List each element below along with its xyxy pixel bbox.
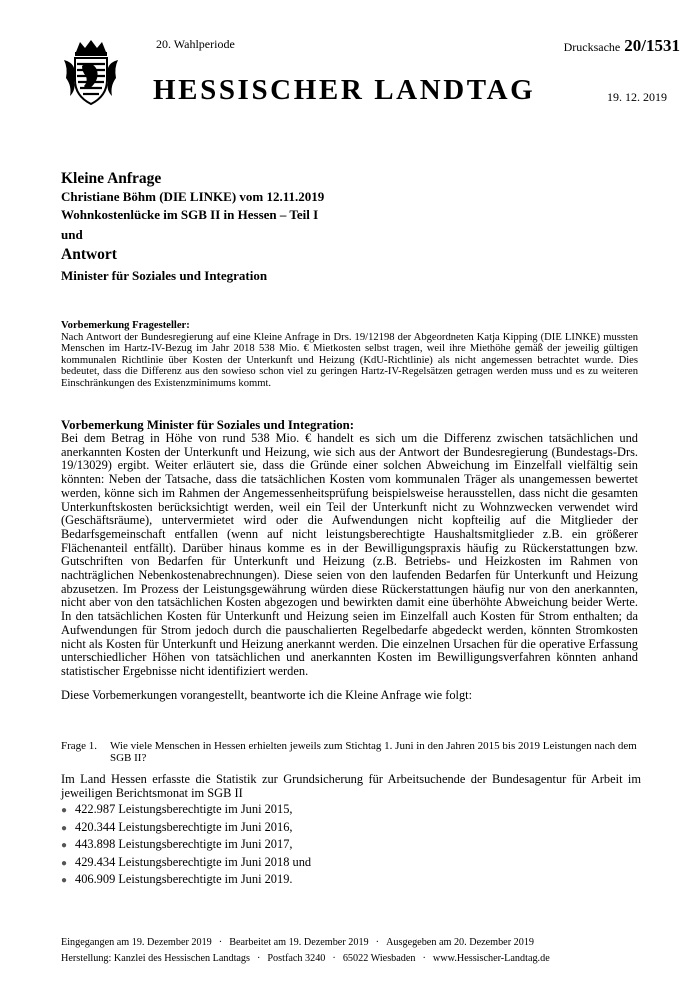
vorbemerkung-fragesteller: [61, 320, 638, 390]
antwort-heading: Antwort: [61, 246, 117, 263]
list-item: ● 406.909 Leistungsberechtigte im Juni 2019.: [61, 871, 311, 889]
list-item: ● 420.344 Leistungsberechtigte im Juni 2016,: [61, 819, 311, 837]
drucksache-label: Drucksache: [563, 40, 621, 54]
answer-1-list: [61, 801, 311, 889]
footer-bearbeitet: Bearbeitet am 19. Dezember 2019: [229, 937, 369, 948]
frage-1-label: Frage 1.: [61, 740, 98, 752]
footer-ort: 65022 Wiesbaden: [342, 953, 416, 964]
list-item: ● 443.898 Leistungsberechtigte im Juni 2017,: [61, 836, 311, 854]
hessen-crest-icon: [62, 38, 120, 106]
ministry-line: Minister für Soziales und Integration: [61, 268, 268, 283]
vorbemerkung-fragesteller-text: Nach Antwort der Bundesregierung auf eine Kleine Anfrage in Drs. 19/12198 der Abgeordneten Katja Kipping (DIE LINKE) mussten Menschen im Hartz-IV-Bezug im Jahr 2018 538 Mio. € Mietkosten selbst tragen, weil ihre Miethöhe gemäß der jeweilig gültigen kommunalen Richtlinie über Kosten der Unterkunft und Heizung (KdU-Richtlinie) als nicht angemessen betrachtet wurde. Dies bedeutet, dass die Differenz aus den sowieso schon viel zu geringen Hartz-IV-Regelsätzen getragen werden muss und es zu weiteren Einschränkungen des Existenzminimums kommt.: [61, 331, 638, 389]
footer-website-link[interactable]: www.Hessischer-Landtag.de: [432, 953, 550, 964]
footer-separator: ·: [218, 937, 223, 948]
subject-line: Wohnkostenlücke im SGB II in Hessen – Teil I: [61, 207, 319, 222]
footer-separator: ·: [332, 953, 336, 964]
drucksache-number: 20/1531: [624, 36, 680, 55]
heading-block: [61, 169, 324, 285]
bullet-icon: ●: [61, 840, 68, 852]
list-item: ● 429.434 Leistungsberechtigte im Juni 2018 und: [61, 854, 311, 872]
list-item: ● 422.987 Leistungsberechtigte im Juni 2015,: [61, 801, 311, 819]
bullet-icon: ●: [61, 875, 68, 887]
vorbemerkung-minister: [61, 418, 638, 702]
footer-eingegangen: Eingegangen am 19. Dezember 2019: [61, 937, 212, 948]
answer-1-intro: Im Land Hessen erfasste die Statistik zur Grundsicherung für Arbeitsuchende der Bundesagentur für Arbeit im jeweiligen Berichtsmonat im SGB II: [61, 772, 641, 800]
vorbemerkung-closing: Diese Vorbemerkungen vorangestellt, beantworte ich die Kleine Anfrage wie folgt:: [61, 687, 473, 702]
bullet-icon: ●: [61, 857, 68, 869]
frage-1: [61, 740, 641, 764]
document-title: HESSISCHER LANDTAG: [153, 74, 536, 106]
footer-ausgegeben: Ausgegeben am 20. Dezember 2019: [386, 937, 535, 948]
footer-postfach: Postfach 3240: [267, 953, 326, 964]
wahlperiode: 20. Wahlperiode: [156, 37, 235, 51]
footer-separator: ·: [422, 953, 426, 964]
vorbemerkung-minister-heading: Vorbemerkung Minister für Soziales und Integration:: [61, 418, 355, 432]
frage-1-text: Wie viele Menschen in Hessen erhielten jeweils zum Stichtag 1. Juni in den Jahren 2015 bis 2019 Leistungen nach dem SGB II?: [110, 740, 637, 764]
footer-separator: ·: [256, 953, 261, 964]
bullet-icon: ●: [61, 805, 68, 816]
kleine-anfrage-heading: Kleine Anfrage: [61, 170, 162, 187]
author-line: Christiane Böhm (DIE LINKE) vom 12.11.2019: [61, 189, 325, 204]
drucksache: [564, 36, 680, 56]
document-date: 19. 12. 2019: [607, 90, 667, 104]
vorbemerkung-minister-text: Bei dem Betrag in Höhe von rund 538 Mio. € handelt es sich um die Differenz zwischen tatsächlichen und anerkannten Kosten der Unterkunft und Heizung, wie sich aus der Antwort der Bundesregierung (Bundestags-Drs. 19/13029) ergibt. Weiter erläutert sie, dass die Gründe einer solchen Abweichung im Einzelfall vielfältig sein könnten: Neben der Tatsache, dass die tatsächlichen Kosten vom kommunalen Träger als unangemessen bewertet werden, könne sich im Rahmen der Angemessenheitsprüfung beispielsweise herausstellen, dass nicht die gesamten Unterkunftskosten berücksichtigt werden, weil ein Teil der Unterkunft nicht zu Wohnzwecken verwendet wird (Geschäftsräume), untervermietet wird oder die Aufwendungen nicht kopfteilig auf die Mitglieder der Bedarfsgemeinschaft entfallen (wenn auf nicht leistungsberechtigte Haushaltsmitglieder z.B. ein größerer Flächenanteil entfällt). Darüber hinaus komme es in der Bewilligungspraxis häufig zu Rückerstattungen bzw. Gutschriften von Bedarfen für Unterkunft und Heizung (z.B. Betriebs- und Heizkosten im Rahmen von nachträglichen Nebenkostenabrechnungen). Diese seien von den laufenden Bedarfen für Unterkunft und Heizung abzusetzen. Im Prozess der Leistungsgewährung würden diese Rückerstattungen häufig nur von den anerkannten, nicht aber von den tatsächlichen Kosten abgezogen und bewirkten damit eine überhöhte Abweichung beider Werte. In den tatsächlichen Kosten für Unterkunft und Heizung seien im Einzelfall auch Kosten für Strom enthalten; da Aufwendungen für Strom jedoch durch die pauschalierten Regelbedarfe abgedeckt werden, könnten Stromkosten nicht als Kosten für Unterkunft und Heizung anerkannt werden. Die einzelnen Ursachen für die operative Erfassung unterschiedlicher Höhen von tatsächlichen und anerkannten Kosten im Bewilligungsverfahren könnten anhand statistischer Ergebnisse nicht identifiziert werden.: [61, 431, 638, 678]
footer-publisher: [61, 953, 550, 964]
vorbemerkung-fragesteller-heading: Vorbemerkung Fragesteller:: [61, 320, 190, 331]
footer-herstellung: Herstellung: Kanzlei des Hessischen Landtags: [61, 953, 250, 964]
footer-dates: [61, 937, 534, 948]
bullet-icon: ●: [61, 822, 68, 834]
footer-separator: ·: [375, 937, 380, 948]
und-word: und: [61, 227, 83, 242]
